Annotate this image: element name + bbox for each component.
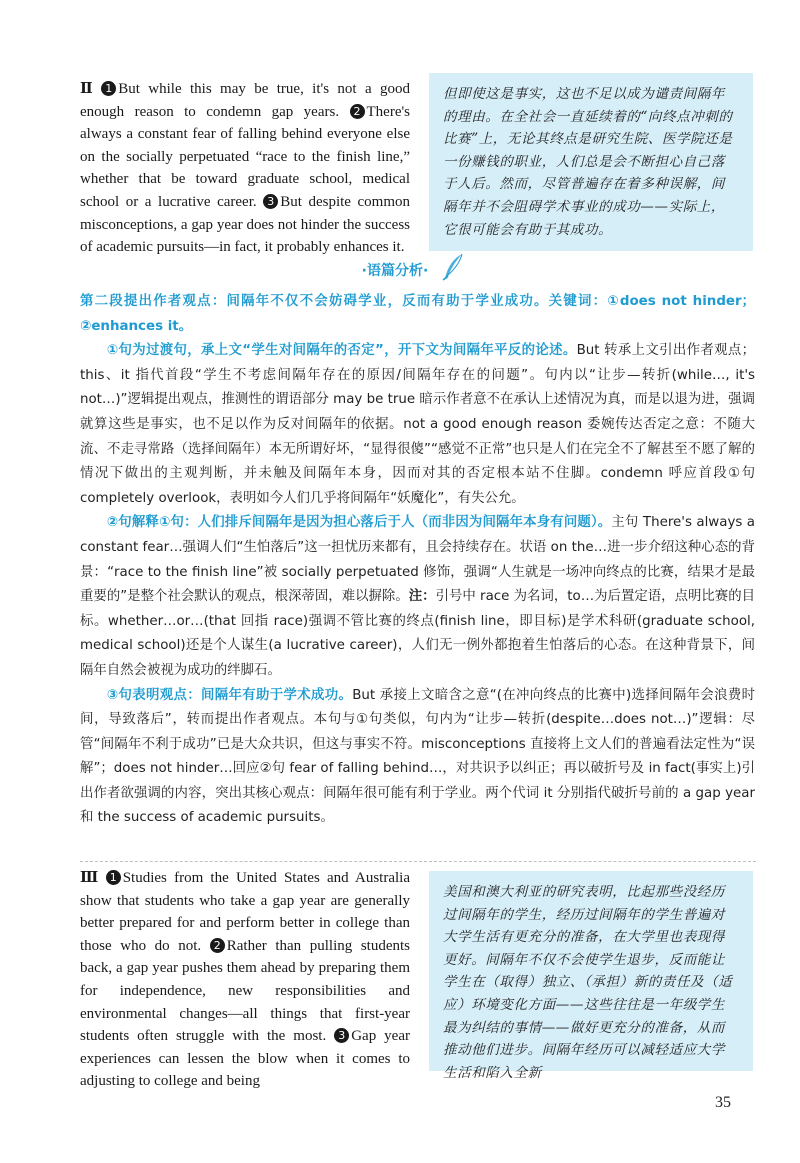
paragraph-2-translation: 但即使这是事实，这也不足以成为谴责间隔年的理由。在全社会一直延续着的“向终点冲刺的比赛”上，无论其终点是研究生院、医学院还是一份赚钱的职业，人们总是会不断担心自己落于人后。然而，尽管普遍存在着多种误解，间隔年并不会阻碍学术事业的成功——实际上，它很可能会有助于其成功。 (429, 73, 753, 251)
sentence-1: Studies from the United States and Australia show that students who take a gap year are generally better prepared for and perform better in college than those who do not. (80, 870, 410, 954)
sentence-number-1: 1 (106, 870, 121, 885)
sentence-number-2: 2 (350, 104, 365, 119)
analysis-sentence-3: ③句表明观点：间隔年有助于学术成功。But 承接上文暗含之意“(在冲向终点的比赛中)选择间隔年会浪费时间，导致落后”，转而提出作者观点。本句与①句类似，句内为“让步—转折(despite…does not…)”逻辑：尽管“间隔年不利于成功”已是大众共识，但这与事实不符。misconceptions 直接将上文人们的普遍看法定性为“误解”；does not hinder…回应②句 fear of falling behind…，对共识予以纠正；再以破折号及 in fact(事实上)引出作者欲强调的内容，突出其核心观点：间隔年很可能有利于学业。两个代词 it 分别指代破折号前的 a gap year 和 the success of academic pursuits。 (80, 687, 755, 826)
sentence-number-3: 3 (334, 1028, 349, 1043)
page-number: 35 (715, 1094, 731, 1111)
section-title: ·语篇分析· (361, 263, 429, 279)
sentence-number-3: 3 (263, 194, 278, 209)
keyword-1: does not hinder (619, 294, 742, 309)
keyword-2: enhances it (91, 318, 179, 334)
sentence-number-2: 2 (210, 938, 225, 953)
analysis-summary: 第二段提出作者观点：间隔年不仅不会妨碍学业，反而有助于学业成功。关键词：①does not hinder；②enhances it。 (80, 294, 755, 334)
sentence-3: But despite common misconceptions, a gap year does not hinder the success of academic pursuits—in fact, it probably enhances it. (80, 193, 410, 256)
section-divider (80, 861, 756, 862)
paragraph-numeral: Ⅱ (80, 81, 98, 97)
sentence-1: But while this may be true, it's not a good enough reason to condemn gap years. (80, 81, 410, 120)
analysis-body (80, 290, 755, 831)
paragraph-3-translation: 美国和澳大利亚的研究表明，比起那些没经历过间隔年的学生，经历过间隔年的学生普遍对大学生活有更充分的准备，在大学里也表现得更好。间隔年不仅不会使学生退步，反而能让学生在（取得）独立、（承担）新的责任及（适应）环境变化方面——这些往往是一年级学生最为纠结的事情——做好更充分的准备，从而推动他们进步。间隔年经历可以减轻适应大学生活和陷入全新 (429, 871, 753, 1071)
sentence-2: There's always a constant fear of falling behind everyone else on the socially perpetuated “race to the finish line,” whether that be toward graduate school, medical school or a lucrative career. (80, 103, 411, 210)
sentence-3: Gap year experiences can lessen the blow when it comes to adjusting to college and being (80, 1028, 410, 1090)
sentence-2: Rather than pulling students back, a gap year pushes them ahead by preparing them for independence, new responsibilities and environmental changes—all things that first-year students often struggle with the most. (80, 937, 410, 1045)
paragraph-3-english (80, 867, 410, 1093)
paragraph-2-english (80, 78, 410, 259)
analysis-sentence-1: ①句为过渡句，承上文“学生对间隔年的否定”，开下文为间隔年平反的论述。But 转承上文引出作者观点；this、it 指代首段“学生不考虑间隔年存在的原因/间隔年存在的问题”。句内以“让步—转折(while…, it's not…)”逻辑提出观点，推测性的谓语部分 may be true 暗示作者意不在承认上述情况为真，而是以退为进，强调就算这些是事实，也不足以作为反对间隔年的依据。not a good enough reason 委婉传达否定之意：不随大流、不走寻常路（选择间隔年）本无所谓好坏，“显得很傻”“感觉不正常”也只是人们在完全不了解甚至不愿了解的情况下做出的主观判断，并未触及间隔年本身，因而对其的否定根本站不住脚。condemn 呼应首段①句 completely overlook，表明如今人们几乎将间隔年“妖魔化”，有失公允。 (80, 343, 755, 506)
quill-icon (440, 252, 466, 282)
analysis-sentence-2: ②句解释①句：人们排斥间隔年是因为担心落后于人（而非因为间隔年本身有问题）。主句 There's always a constant fear…强调人们“生怕落后”这一担忧历来都有，且会持续存在。状语 on the…进一步介绍这种心态的背景：“race to the finish line”被 socially perpetuated 修饰，强调“人生就是一场冲向终点的比赛，结果才是最重要的”是整个社会默认的观点，根深蒂固，难以摒除。注：引号中 race 为名词，to…为后置定语，点明比赛的目标。whether…or…(that 回指 race)强调不管比赛的终点(finish line，即目标)是学术科研(graduate school, medical school)还是个人谋生(a lucrative career)，人们无一例外都抱着生怕落后的心态。在这种背景下，间隔年自然会被视为成功的绊脚石。 (80, 515, 755, 678)
paragraph-numeral: Ⅲ (80, 870, 102, 886)
sentence-number-1: 1 (101, 81, 116, 96)
